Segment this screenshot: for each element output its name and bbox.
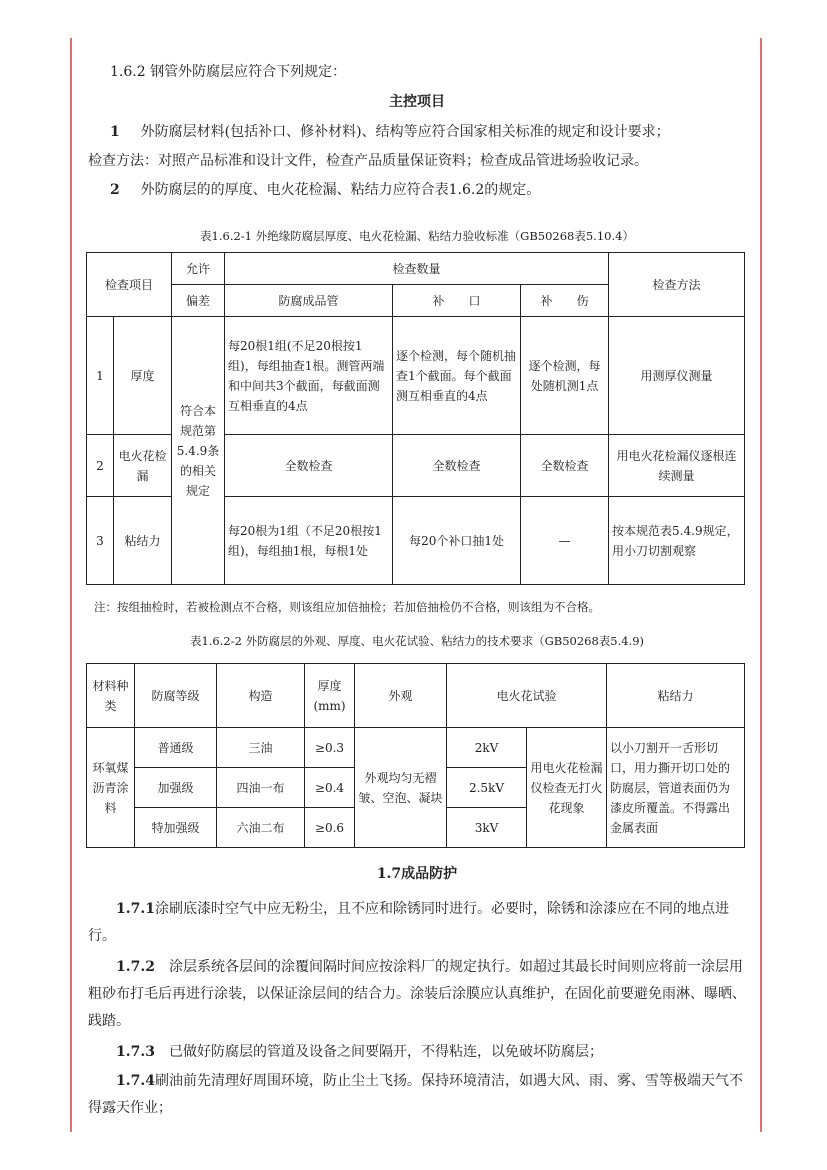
clause-heading: 1.6.2 钢管外防腐层应符合下列规定： — [110, 64, 347, 80]
table2-header-row — [87, 664, 745, 728]
table1-header-pipe: 防腐成品管 — [225, 285, 393, 317]
table2-spark-method: 用电火花检漏仪检查无打火花现象 — [527, 728, 607, 848]
table1-note: 注：按组抽检时，若被检测点不合格，则该组应加倍抽检；若加倍抽检仍不合格，则该组为不合格。 — [94, 600, 600, 614]
table1-row3-joint: 每20个补口抽1处 — [393, 497, 521, 585]
table2-material: 环氧煤沥青涂料 — [87, 728, 135, 848]
table1-header-method: 检查方法 — [609, 253, 745, 317]
table2-body — [86, 727, 745, 848]
table2-caption: 表1.6.2-2 外防腐层的外观、厚度、电火花试验、粘结力的技术要求（GB50268表5.4.9) — [189, 634, 645, 648]
table1-row2-pipe: 全数检查 — [225, 435, 393, 497]
table2-row1-kv: 2kV — [447, 728, 527, 768]
table1-acceptance-standard — [86, 252, 745, 585]
table2-adhesion: 以小刀割开一舌形切口，用力撕开切口处的防腐层，管道表面仍为漆皮所覆盖。不得露出金属表面 — [607, 728, 745, 848]
table2-header-material: 材料种类 — [87, 664, 135, 728]
table2-row3-kv: 3kV — [447, 808, 527, 848]
left-margin-line — [70, 38, 72, 1132]
item-1 — [88, 118, 746, 147]
section-title-17: 1.7成品防护 — [376, 866, 458, 882]
table1-row3-repair: — — [521, 497, 609, 585]
table1-row1-method: 用测厚仪测量 — [609, 317, 745, 435]
item-2-text: 外防腐层的的厚度、电火花检漏、粘结力应符合表1.6.2的规定。 — [140, 182, 541, 198]
right-margin-line — [760, 38, 762, 1132]
table1-header-joint: 补 口 — [393, 285, 521, 317]
check-method: 检查方法：对照产品标准和设计文件，检查产品质量保证资料；检查成品管进场验收记录。 — [88, 153, 648, 169]
table1-header-qty: 检查数量 — [225, 253, 609, 285]
table2-header-look: 外观 — [355, 664, 447, 728]
paragraph-1-7-2 — [88, 954, 746, 1035]
p174-text: 刷油前先清理好周围环境，防止尘土飞扬。保持环境清洁，如遇大风、雨、雾、雪等极端天气不得露天作业； — [88, 1073, 743, 1116]
document-page — [88, 58, 746, 1122]
item-1-number: 1 — [110, 124, 120, 140]
table1-allow-value: 符合本规范第5.4.9条的相关规定 — [172, 317, 225, 585]
p172-text: 涂层系统各层间的涂覆间隔时间应按涂料厂的规定执行。如超过其最长时间则应将前一涂层用粗砂布打毛后再进行涂装，以保证涂层间的结合力。涂装后涂膜应认真维护，在固化前要避免雨淋、曝晒、践踏。 — [88, 959, 746, 1029]
item-2 — [88, 176, 746, 206]
table1-row3-method: 按本规范表5.4.9规定，用小刀切割观察 — [609, 497, 745, 585]
table1-header-allow-2: 偏差 — [172, 285, 225, 317]
table2-row3-grade: 特加强级 — [135, 808, 217, 848]
paragraph-1-7-3 — [88, 1039, 746, 1066]
table2-look: 外观均匀无褶皱、空泡、凝块 — [355, 728, 447, 848]
table-row — [87, 728, 745, 768]
table1-caption: 表1.6.2-1 外绝缘防腐层厚度、电火花检漏、粘结力验收标准（GB50268表5.10.4） — [200, 229, 634, 243]
table2-row2-struct: 四油一布 — [217, 768, 305, 808]
table2-row3-struct: 六油二布 — [217, 808, 305, 848]
table2-header-struct: 构造 — [217, 664, 305, 728]
table2-row2-kv: 2.5kV — [447, 768, 527, 808]
table1-row2-method: 用电火花检漏仪逐根连续测量 — [609, 435, 745, 497]
p173-number: 1.7.3 — [116, 1044, 155, 1060]
table1-header-row-1 — [87, 253, 745, 285]
table2-header-grade: 防腐等级 — [135, 664, 217, 728]
table2-row2-thick: ≥0.4 — [305, 768, 355, 808]
table-row — [87, 317, 745, 435]
table1-row2-joint: 全数检查 — [393, 435, 521, 497]
table1-row2-repair: 全数检查 — [521, 435, 609, 497]
table1-row3-no: 3 — [87, 497, 114, 585]
p171-number: 1.7.1 — [116, 901, 155, 917]
table2-header-thick: 厚度(mm) — [305, 664, 355, 728]
table1-row1-no: 1 — [87, 317, 114, 435]
table1-row2-no: 2 — [87, 435, 114, 497]
table2-row2-grade: 加强级 — [135, 768, 217, 808]
table2-row1-struct: 三油 — [217, 728, 305, 768]
p174-number: 1.7.4 — [116, 1073, 155, 1089]
item-1-text: 外防腐层材料(包括补口、修补材料)、结构等应符合国家相关标准的规定和设计要求； — [140, 124, 670, 140]
table1-row3-pipe: 每20根为1组（不足20根按1组)，每组抽1根，每根1处 — [225, 497, 393, 585]
paragraph-1-7-1 — [88, 896, 746, 950]
table1-header-repair: 补 伤 — [521, 285, 609, 317]
table2-row1-grade: 普通级 — [135, 728, 217, 768]
table1-row1-joint: 逐个检测，每个随机抽查1个截面。每个截面测互相垂直的4点 — [393, 317, 521, 435]
table1-row2-item: 电火花检漏 — [114, 435, 172, 497]
p173-text: 已做好防腐层的管道及设备之间要隔开，不得粘连，以免破坏防腐层； — [154, 1044, 603, 1060]
table2-row3-thick: ≥0.6 — [305, 808, 355, 848]
table1-header-item: 检查项目 — [87, 253, 172, 317]
table1-row1-repair: 逐个检测，每处随机测1点 — [521, 317, 609, 435]
p171-text: 涂刷底漆时空气中应无粉尘，且不应和除锈同时进行。必要时，除锈和涂漆应在不同的地点进行。 — [88, 901, 729, 944]
p172-number: 1.7.2 — [116, 959, 155, 975]
table2-header-adhesion: 粘结力 — [607, 664, 745, 728]
paragraph-1-7-4 — [88, 1068, 746, 1122]
table1-row3-item: 粘结力 — [114, 497, 172, 585]
table1-row1-pipe: 每20根1组(不足20根按1组)，每组抽查1根。测管两端和中间共3个截面，每截面测互相垂直的4点 — [225, 317, 393, 435]
table2-row1-thick: ≥0.3 — [305, 728, 355, 768]
section-title-main-control: 主控项目 — [389, 94, 445, 110]
table1-row1-item: 厚度 — [114, 317, 172, 435]
table1-header-allow: 允许 — [172, 253, 225, 285]
table2-header-spark: 电火花试验 — [447, 664, 607, 728]
item-2-number: 2 — [110, 182, 120, 198]
table2-technical-requirements — [86, 663, 745, 728]
